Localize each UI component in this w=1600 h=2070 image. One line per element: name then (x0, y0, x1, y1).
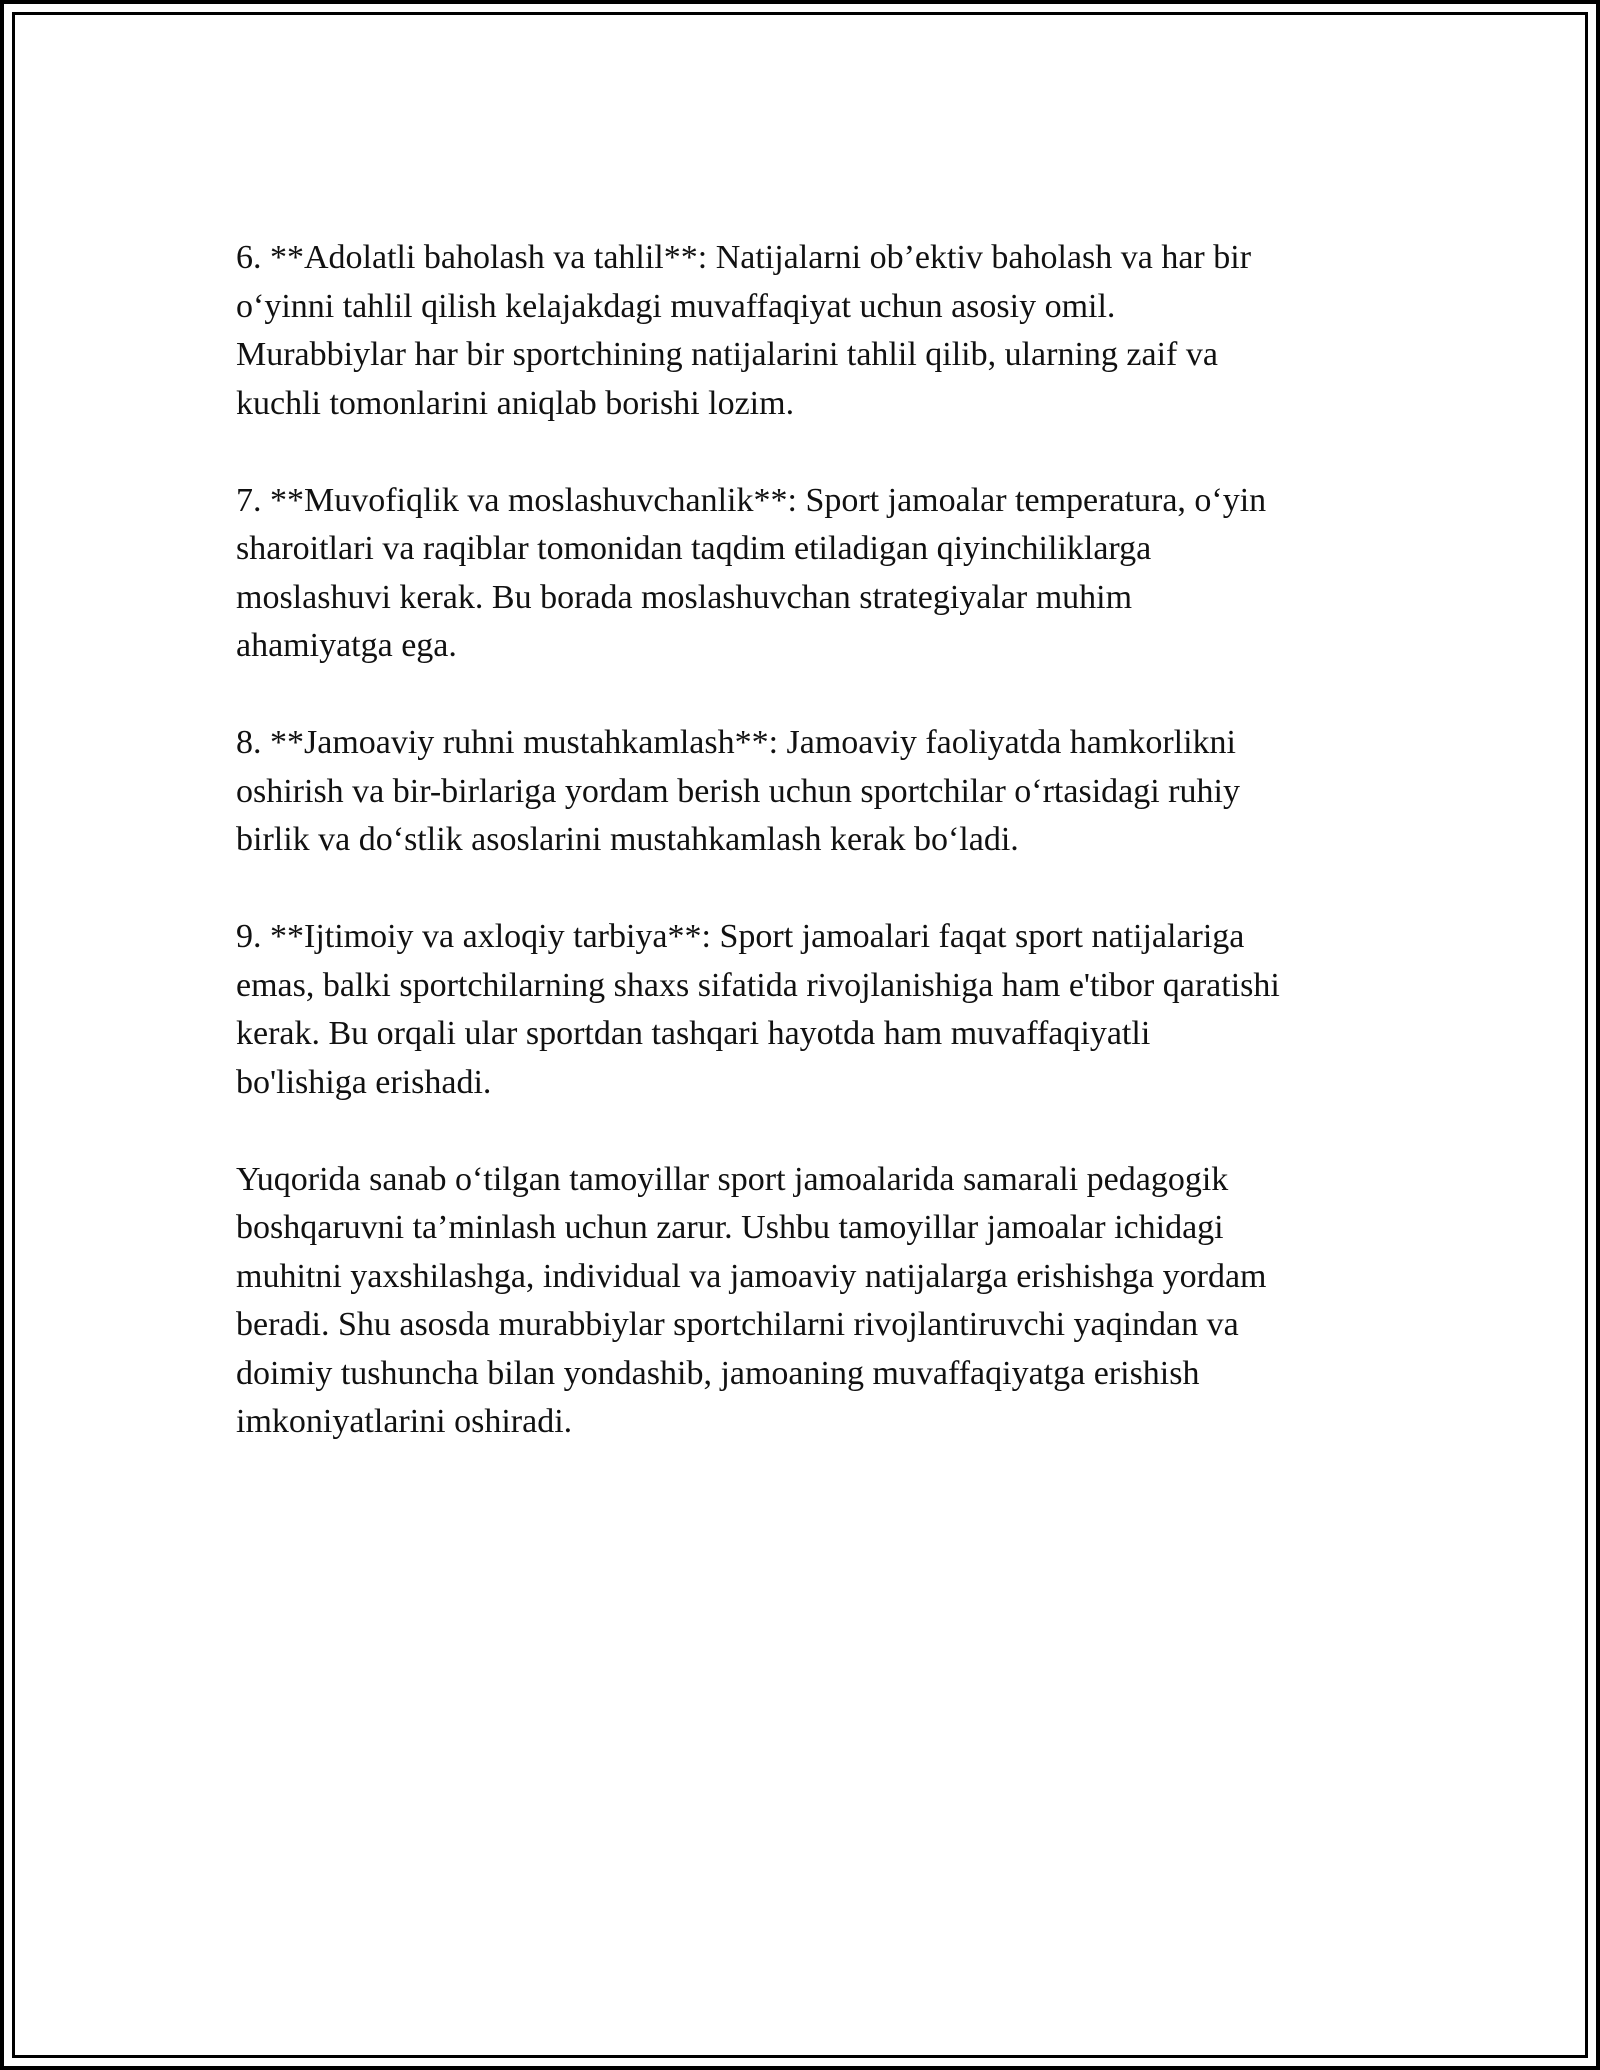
paragraph-principle-7: 7. **Muvofiqlik va moslashuvchanlik**: Sport jamoalar temperatura, o‘yin sharoitlari va raqiblar tomonidan taqdim etiladigan qiyinchiliklarga moslashuvi kerak. Bu borada moslashuvchan strategiyalar muhim ahamiyatga ega. (236, 481, 1267, 664)
paragraph-principle-6: 6. **Adolatli baholash va tahlil**: Natijalarni ob’ektiv baholash va har bir o‘yinni tahlil qilish kelajakdagi muvaffaqiyat uchun asosiy omil. Murabbiylar har bir sportchining natijalarini tahlil qilib, ularning zaif va kuchli tomonlarini aniqlab borishi lozim. (236, 239, 1252, 422)
document-body (236, 234, 1386, 1495)
paragraph-principle-9: 9. **Ijtimoiy va axloqiy tarbiya**: Sport jamoalari faqat sport natijalariga emas, balki sportchilarning shaxs sifatida rivojlanishiga ham e'tibor qaratishi kerak. Bu orqali ular sportdan tashqari hayotda ham muvaffaqiyatli bo'lishiga erishadi. (236, 918, 1280, 1101)
paragraph-conclusion: Yuqorida sanab o‘tilgan tamoyillar sport jamoalarida samarali pedagogik boshqaruvni ta’minlash uchun zarur. Ushbu tamoyillar jamoalar ichidagi muhitni yaxshilashga, individual va jamoaviy natijalarga erishishga yordam beradi. Shu asosda murabbiylar sportchilarni rivojlantiruvchi yaqindan va doimiy tushuncha bilan yondashib, jamoaning muvaffaqiyatga erishish imkoniyatlarini oshiradi. (236, 1160, 1267, 1440)
paragraph-principle-8: 8. **Jamoaviy ruhni mustahkamlash**: Jamoaviy faoliyatda hamkorlikni oshirish va bir-birlariga yordam berish uchun sportchilar o‘rtasidagi ruhiy birlik va do‘stlik asoslarini mustahkamlash kerak bo‘ladi. (236, 724, 1240, 858)
